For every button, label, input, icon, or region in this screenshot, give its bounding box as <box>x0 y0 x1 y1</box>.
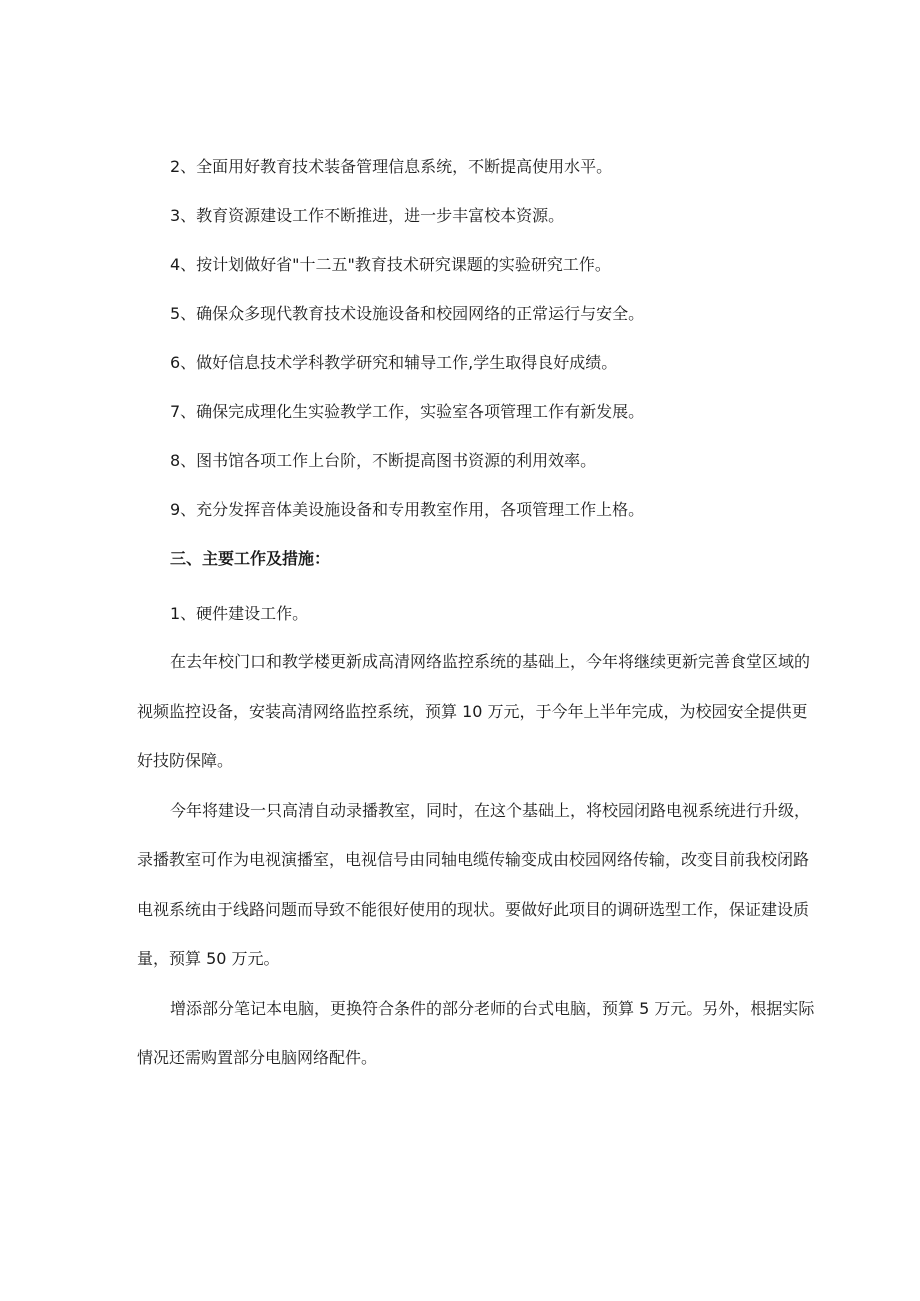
list-item: 2、全面用好教育技术装备管理信息系统，不断提高使用水平。 <box>170 157 613 176</box>
section-heading: 三、主要工作及措施： <box>170 549 331 568</box>
paragraph-line: 录播教室可作为电视演播室，电视信号由同轴电缆传输变成由校园网络传输，改变目前我校闭路 <box>137 850 810 869</box>
list-item: 6、做好信息技术学科教学研究和辅导工作,学生取得良好成绩。 <box>170 353 618 372</box>
paragraph-line: 量，预算 50 万元。 <box>137 949 280 968</box>
subheading: 1、硬件建设工作。 <box>170 604 309 623</box>
list-item: 9、充分发挥音体美设施设备和专用教室作用，各项管理工作上格。 <box>170 500 645 519</box>
paragraph-line: 今年将建设一只高清自动录播教室，同时，在这个基础上，将校园闭路电视系统进行升级， <box>170 801 811 820</box>
paragraph-line: 视频监控设备，安装高清网络监控系统，预算 10 万元，于今年上半年完成，为校园安全提供更 <box>137 702 808 721</box>
list-item: 7、确保完成理化生实验教学工作，实验室各项管理工作有新发展。 <box>170 402 645 421</box>
list-item: 4、按计划做好省"十二五"教育技术研究课题的实验研究工作。 <box>170 255 611 274</box>
list-item: 8、图书馆各项工作上台阶，不断提高图书资源的利用效率。 <box>170 451 597 470</box>
paragraph-line: 情况还需购置部分电脑网络配件。 <box>137 1048 378 1067</box>
paragraph-line: 电视系统由于线路问题而导致不能很好使用的现状。要做好此项目的调研选型工作，保证建设质 <box>137 900 810 919</box>
paragraph-line: 增添部分笔记本电脑，更换符合条件的部分老师的台式电脑，预算 5 万元。另外，根据实际 <box>170 999 815 1018</box>
list-item: 5、确保众多现代教育技术设施设备和校园网络的正常运行与安全。 <box>170 304 645 323</box>
paragraph-line: 在去年校门口和教学楼更新成高清网络监控系统的基础上，今年将继续更新完善食堂区域的 <box>170 652 811 671</box>
list-item: 3、教育资源建设工作不断推进，进一步丰富校本资源。 <box>170 206 565 225</box>
paragraph-line: 好技防保障。 <box>137 751 234 770</box>
